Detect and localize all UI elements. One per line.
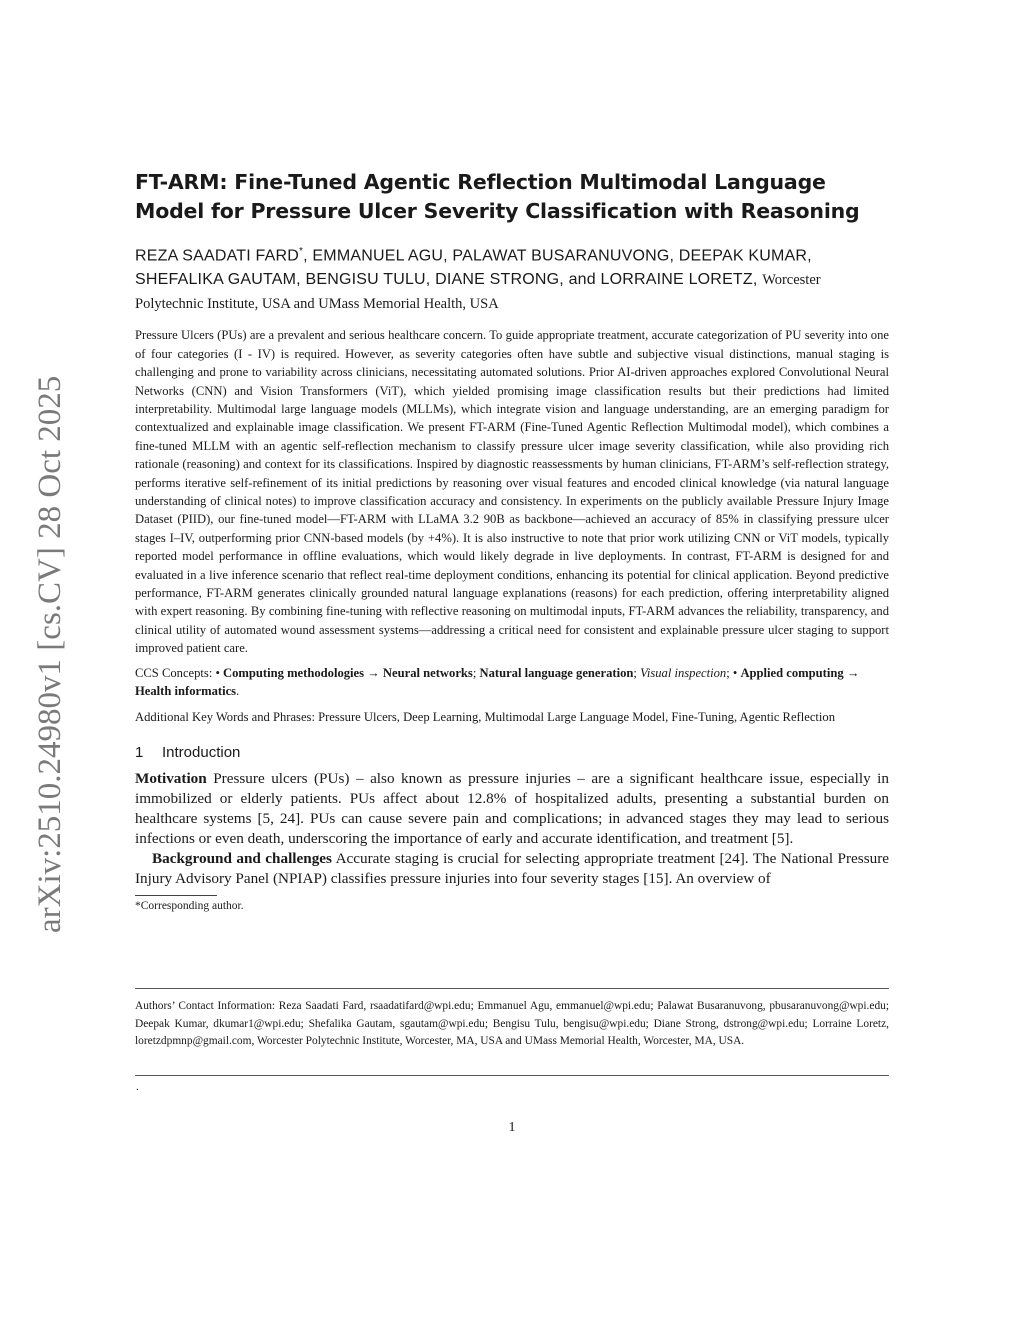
corresponding-mark: * [299, 246, 304, 257]
arxiv-stamp: arXiv:2510.24980v1 [cs.CV] 28 Oct 2025 [32, 375, 68, 933]
ccs-arrow-1: → [364, 665, 383, 680]
section-number: 1 [135, 743, 144, 761]
author-line-1a: REZA SAADATI FARD [135, 247, 300, 265]
ccs-term-6: Health informatics [135, 684, 237, 699]
keywords: Additional Key Words and Phrases: Pressure Ulcers, Deep Learning, Multimodal Large Language Model, Fine-Tuning, Agentic Reflection [135, 710, 836, 725]
paragraph-text: Pressure ulcers (PUs) – also known as pressure injuries – are a significant healthcare issue, especially in immobilized or elderly patients. PUs affect about 12.8% of hospitalized adults, presenting a substantial burden on healthcare systems [5, 24]. PUs can cause severe pain and complications; in advanced stages they may lead to serious infections or even death, underscoring the importance of early and accurate identification, and treatment [5]. [135, 769, 889, 848]
body-text [135, 769, 889, 890]
paper-title: FT-ARM: Fine-Tuned Agentic Reflection Multimodal Language Model for Pressure Ulcer Severity Classification with Reasoning [135, 170, 860, 223]
divider [135, 1075, 889, 1076]
affiliation: Worcester Polytechnic Institute, USA and UMass Memorial Health, USA [135, 272, 821, 313]
paragraph-lead: Motivation [135, 769, 207, 787]
paragraph-lead: Background and challenges [152, 850, 332, 868]
page-number: 1 [508, 1120, 516, 1135]
ccs-arrow-2: → [843, 665, 860, 680]
ccs-end: . [236, 684, 240, 699]
ccs-term-4: Visual inspection [640, 665, 727, 680]
paragraph-text: Accurate staging is crucial for selecting appropriate treatment [24]. The National Pressure Injury Advisory Panel (NPIAP) classifies pressure injuries into four severity stages [15]. An overview of [135, 850, 890, 888]
ccs-sep-3: ; • [726, 665, 741, 680]
footnote-rule [135, 895, 217, 896]
section-title: Introduction [162, 743, 241, 761]
ccs-term-5: Applied computing [740, 665, 844, 680]
ccs-term-1: Computing methodologies [223, 665, 365, 680]
author-line-1b: , EMMANUEL AGU, PALAWAT BUSARANUVONG, DEEPAK KUMAR, [303, 247, 812, 265]
author-block [135, 240, 889, 316]
author-line-2: SHEFALIKA GAUTAM, BENGISU TULU, DIANE STRONG, and LORRAINE LORETZ, [135, 271, 758, 289]
paragraph-motivation [135, 769, 889, 849]
ccs-term-2: Neural networks [382, 665, 473, 680]
ccs-concepts [135, 664, 889, 701]
ccs-sep-2: ; [633, 665, 641, 680]
author-contact-info: Authors’ Contact Information: Reza Saadati Fard, rsaadatifard@wpi.edu; Emmanuel Agu, emmanuel@wpi.edu; Palawat Busaranuvong, pbusaranuvong@wpi.edu; Deepak Kumar, dkumar1@wpi.edu; Shefalika Gautam, sgautam@wpi.edu; Bengisu Tulu, bengisu@wpi.edu; Diane Strong, dstrong@wpi.edu; Lorraine Loretz, loretzdpmnp@gmail.com, Worcester Polytechnic Institute, Worcester, MA, USA and UMass Memorial Health, Worcester, MA, USA. [135, 1000, 889, 1047]
section-heading [135, 743, 889, 763]
ccs-term-3: Natural language generation [479, 665, 634, 680]
ccs-prefix: CCS Concepts: • [135, 665, 224, 680]
divider [135, 988, 889, 989]
abstract: Pressure Ulcers (PUs) are a prevalent and serious healthcare concern. To guide appropriate treatment, accurate categorization of PU severity into one of four categories (I - IV) is required. However, as severity categories often have subtle and subjective visual distinctions, manual staging is challenging and prone to variability across clinicians, necessitating automated solutions. Prior AI-driven approaches explored Convolutional Neural Networks (CNN) and Vision Transformers (ViT), which yielded promising image classification results but their predictions had limited interpretability. Multimodal large language models (MLLMs), which integrate vision and language understanding, are an emerging paradigm for contextualized and explainable image classification. We present FT-ARM (Fine-Tuned Agentic Reflection Multimodal model), which combines a fine-tuned MLLM with an agentic self-reflection mechanism to classify pressure ulcer image severity classification, while also providing rich rationale (reasoning) and context for its classifications. Inspired by diagnostic reassessments by human clinicians, FT-ARM’s self-reflection strategy, performs iterative self-refinement of its initial predictions by reasoning over visual features and encoded clinical knowledge (via natural language understanding of clinical notes) to improve classification accuracy and consistency. In experiments on the publicly available Pressure Injury Image Dataset (PIID), our fine-tuned model—FT-ARM with LLaMA 3.2 90B as backbone—achieved an accuracy of 85% in classifying pressure ulcer stages I–IV, outperforming prior CNN-based models (by +4%). It is also instructive to note that prior work utilizing CNN or ViT models, typically reported model performance in offline evaluations, which would likely degrade in live deployments. In contrast, FT-ARM is designed for and evaluated in a live inference scenario that reflect real-time deployment conditions, enhancing its potential for clinical application. Beyond predictive performance, FT-ARM generates clinically grounded natural language explanations (reasons) for each prediction, offering interpretability aligned with expert reasoning. By combining fine-tuning with reflective reasoning on multimodal inputs, FT-ARM advances the reliability, transparency, and clinical utility of automated wound assessment systems—addressing a critical need for consistent and explainable pressure ulcer staging to support improved patient care. [135, 328, 889, 656]
paper-content [135, 168, 889, 914]
paragraph-background [135, 849, 889, 889]
ccs-sep-1: ; [472, 665, 480, 680]
footnote: *Corresponding author. [135, 900, 244, 913]
trailing-dot: . [136, 1081, 139, 1093]
